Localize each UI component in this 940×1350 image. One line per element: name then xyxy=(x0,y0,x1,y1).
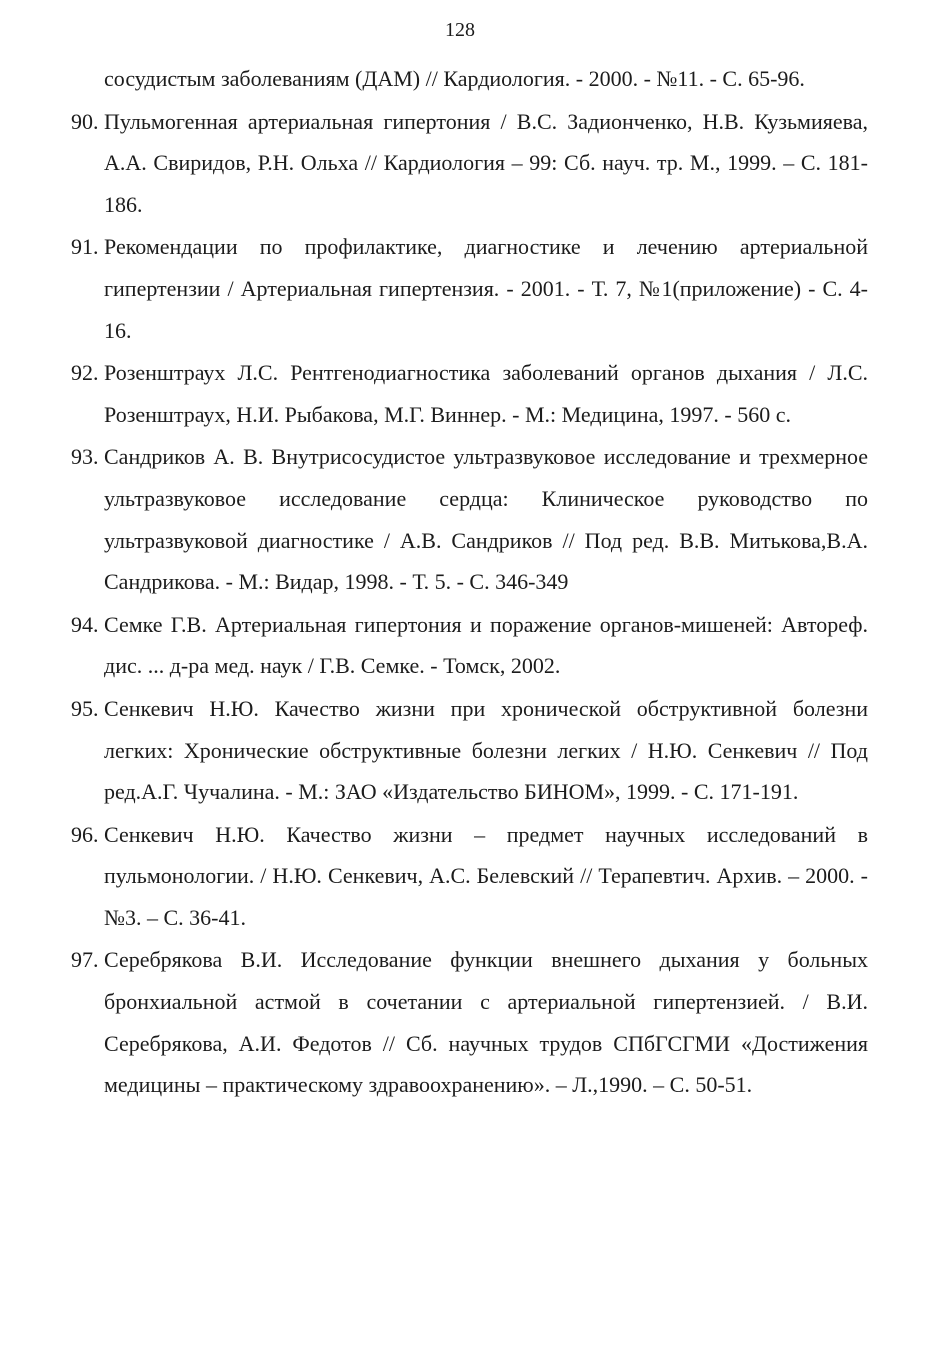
reference-number: 97. xyxy=(71,947,99,973)
reference-text: Рекомендации по профилактике, диагностике и лечению артериальной гипертензии / Артериальная гипертензия. - 2001. - Т. 7, №1(приложение) - С. 4-16. xyxy=(104,234,868,343)
reference-number: 90. xyxy=(71,108,99,134)
continued-reference-text: сосудистым заболеваниям (ДАМ) // Кардиология. - 2000. - №11. - С. 65-96. xyxy=(104,66,805,91)
reference-item xyxy=(71,688,868,813)
reference-item xyxy=(71,939,868,1105)
reference-item xyxy=(71,604,868,687)
reference-text: Серебрякова В.И. Исследование функции внешнего дыхания у больных бронхиальной астмой в сочетании с артериальной гипертензией. / В.И. Серебрякова, А.И. Федотов // Сб. научных трудов СПбГСГМИ «Достижения медицины – практическому здравоохранению». – Л.,1990. – С. 50-51. xyxy=(104,947,868,1098)
reference-number: 93. xyxy=(71,444,99,470)
reference-text: Сандриков А. В. Внутрисосудистое ультразвуковое исследование и трехмерное ультразвуковое исследование сердца: Клиническое руководство по ультразвуковой диагностике / А.В. Сандриков // Под ред. В.В. Митькова,В.А. Сандрикова. - М.: Видар, 1998. - Т. 5. - С. 346-349 xyxy=(104,444,868,595)
reference-list xyxy=(71,58,868,1106)
reference-number: 92. xyxy=(71,360,99,386)
reference-number: 96. xyxy=(71,821,99,847)
reference-number: 95. xyxy=(71,695,99,721)
reference-item xyxy=(71,814,868,939)
reference-item xyxy=(71,101,868,226)
page-number: 128 xyxy=(445,19,475,41)
reference-text: Розенштраух Л.С. Рентгенодиагностика заболеваний органов дыхания / Л.С. Розенштраух, Н.И. Рыбакова, М.Г. Виннер. - М.: Медицина, 1997. - 560 с. xyxy=(104,360,868,427)
reference-number: 94. xyxy=(71,611,99,637)
reference-item xyxy=(71,352,868,435)
reference-item xyxy=(71,436,868,602)
reference-item xyxy=(71,226,868,351)
reference-text: Семке Г.В. Артериальная гипертония и поражение органов-мишеней: Автореф. дис. ... д-ра мед. наук / Г.В. Семке. - Томск, 2002. xyxy=(104,611,868,679)
reference-number: 91. xyxy=(71,234,99,260)
reference-text: Сенкевич Н.Ю. Качество жизни при хронической обструктивной болезни легких: Хронические обструктивные болезни легких / Н.Ю. Сенкевич // Под ред.А.Г. Чучалина. - М.: ЗАО «Издательство БИНОМ», 1999. - С. 171-191. xyxy=(104,695,868,805)
reference-text: Сенкевич Н.Ю. Качество жизни – предмет научных исследований в пульмонологии. / Н.Ю. Сенкевич, А.С. Белевский // Терапевтич. Архив. – 2000. - №3. – С. 36-41. xyxy=(104,821,868,930)
reference-text: Пульмогенная артериальная гипертония / В.С. Задионченко, Н.В. Кузьмияева, А.А. Свиридов, Р.Н. Ольха // Кардиология – 99: Сб. науч. тр. М., 1999. – С. 181-186. xyxy=(104,108,868,217)
